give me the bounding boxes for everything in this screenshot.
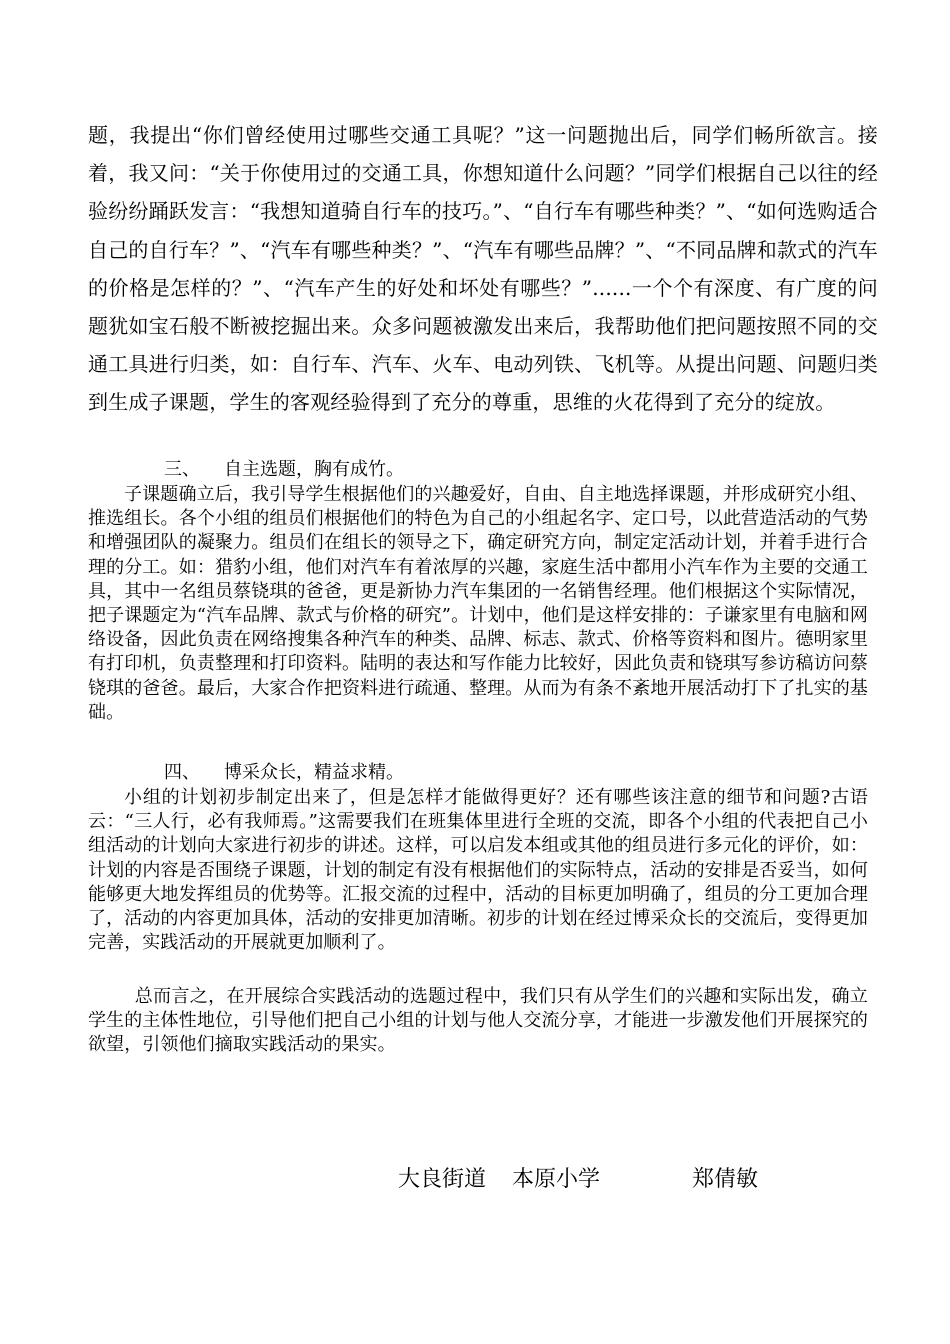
intro-paragraph-text: 题，我提出“你们曾经使用过哪些交通工具呢？”这一问题抛出后，同学们畅所欲言。接着，我又问：“关于你使用过的交通工具，你想知道什么问题？”同学们根据自己以往的经验纷纷踊跃发言：“我想知道骑自行车的技巧。”、“自行车有哪些种类？”、“如何选购适合自己的自行车？”、“汽车有哪些种类？”、“汽车有哪些品牌？”、“不同品牌和款式的汽车的价格是怎样的？”、“汽车产生的好处和坏处有哪些？”......一个个有深度、有广度的问题犹如宝石般不断被挖掘出来。众多问题被激发出来后，我帮助他们把问题按照不同的交通工具进行归类，如：自行车、汽车、火车、电动列铁、飞机等。从提出问题、问题归类到生成子课题，学生的客观经验得到了充分的尊重，思维的火花得到了充分的绽放。: [88, 123, 878, 415]
signature-line: [398, 1165, 758, 1195]
section-3-body: [88, 483, 868, 725]
conclusion-paragraph: [88, 985, 868, 1058]
signature-district: 大良街道: [398, 1167, 487, 1192]
section-4-number: 四、: [164, 762, 200, 783]
intro-paragraph: [88, 116, 878, 422]
signature-school: 本原小学: [512, 1167, 601, 1192]
section-4-body: [88, 786, 868, 955]
section-3-number: 三、: [164, 459, 200, 480]
section-3-body-text: 子课题确立后，我引导学生根据他们的兴趣爱好，自由、自主地选择课题，并形成研究小组、推选组长。各个小组的组员们根据他们的特色为自己的小组起名字、定口号，以此营造活动的气势和增强团队的凝聚力。组员们在组长的领导之下，确定研究方向，制定定活动计划，并着手进行合理的分工。如：猎豹小组，他们对汽车有着浓厚的兴趣，家庭生活中都用小汽车作为主要的交通工具，其中一名组员蔡铙琪的爸爸，更是新协力汽车集团的一名销售经理。他们根据这个实际情况，把子课题定为“汽车品牌、款式与价格的研究”。计划中，他们是这样安排的：子谦家里有电脑和网络设备，因此负责在网络搜集各种汽车的种类、品牌、标志、款式、价格等资料和图片。德明家里有打印机，负责整理和打印资料。陆明的表达和写作能力比较好，因此负责和铙琪写参访稿访问蔡铙琪的爸爸。最后，大家合作把资料进行疏通、整理。从而为有条不紊地开展活动打下了扎实的基础。: [88, 484, 868, 723]
section-3-title: 自主选题，胸有成竹。: [224, 459, 404, 480]
signature-author: 郑倩敏: [692, 1167, 759, 1192]
section-4-heading: [164, 761, 404, 785]
section-3-heading: [164, 458, 404, 482]
conclusion-text: 总而言之，在开展综合实践活动的选题过程中，我们只有从学生们的兴趣和实际出发，确立学生的主体性地位，引导他们把自己小组的计划与他人交流分享，才能进一步激发他们开展探究的欲望，引领他们摘取实践活动的果实。: [88, 986, 868, 1056]
section-4-title: 博采众长，精益求精。: [224, 762, 404, 783]
section-4-body-text: 小组的计划初步制定出来了，但是怎样才能做得更好？还有哪些该注意的细节和问题?古语云：“三人行，必有我师焉。”这需要我们在班集体里进行全班的交流，即各个小组的代表把自己小组活动的计划向大家进行初步的讲述。这样，可以启发本组或其他的组员进行多元化的评价，如：计划的内容是否围绕子课题，计划的制定有没有根据他们的实际特点，活动的安排是否妥当，如何能够更大地发挥组员的优势等。汇报交流的过程中，活动的目标更加明确了，组员的分工更加合理了，活动的内容更加具体，活动的安排更加清晰。初步的计划在经过博采众长的交流后，变得更加完善，实践活动的开展就更加顺利了。: [88, 787, 868, 954]
